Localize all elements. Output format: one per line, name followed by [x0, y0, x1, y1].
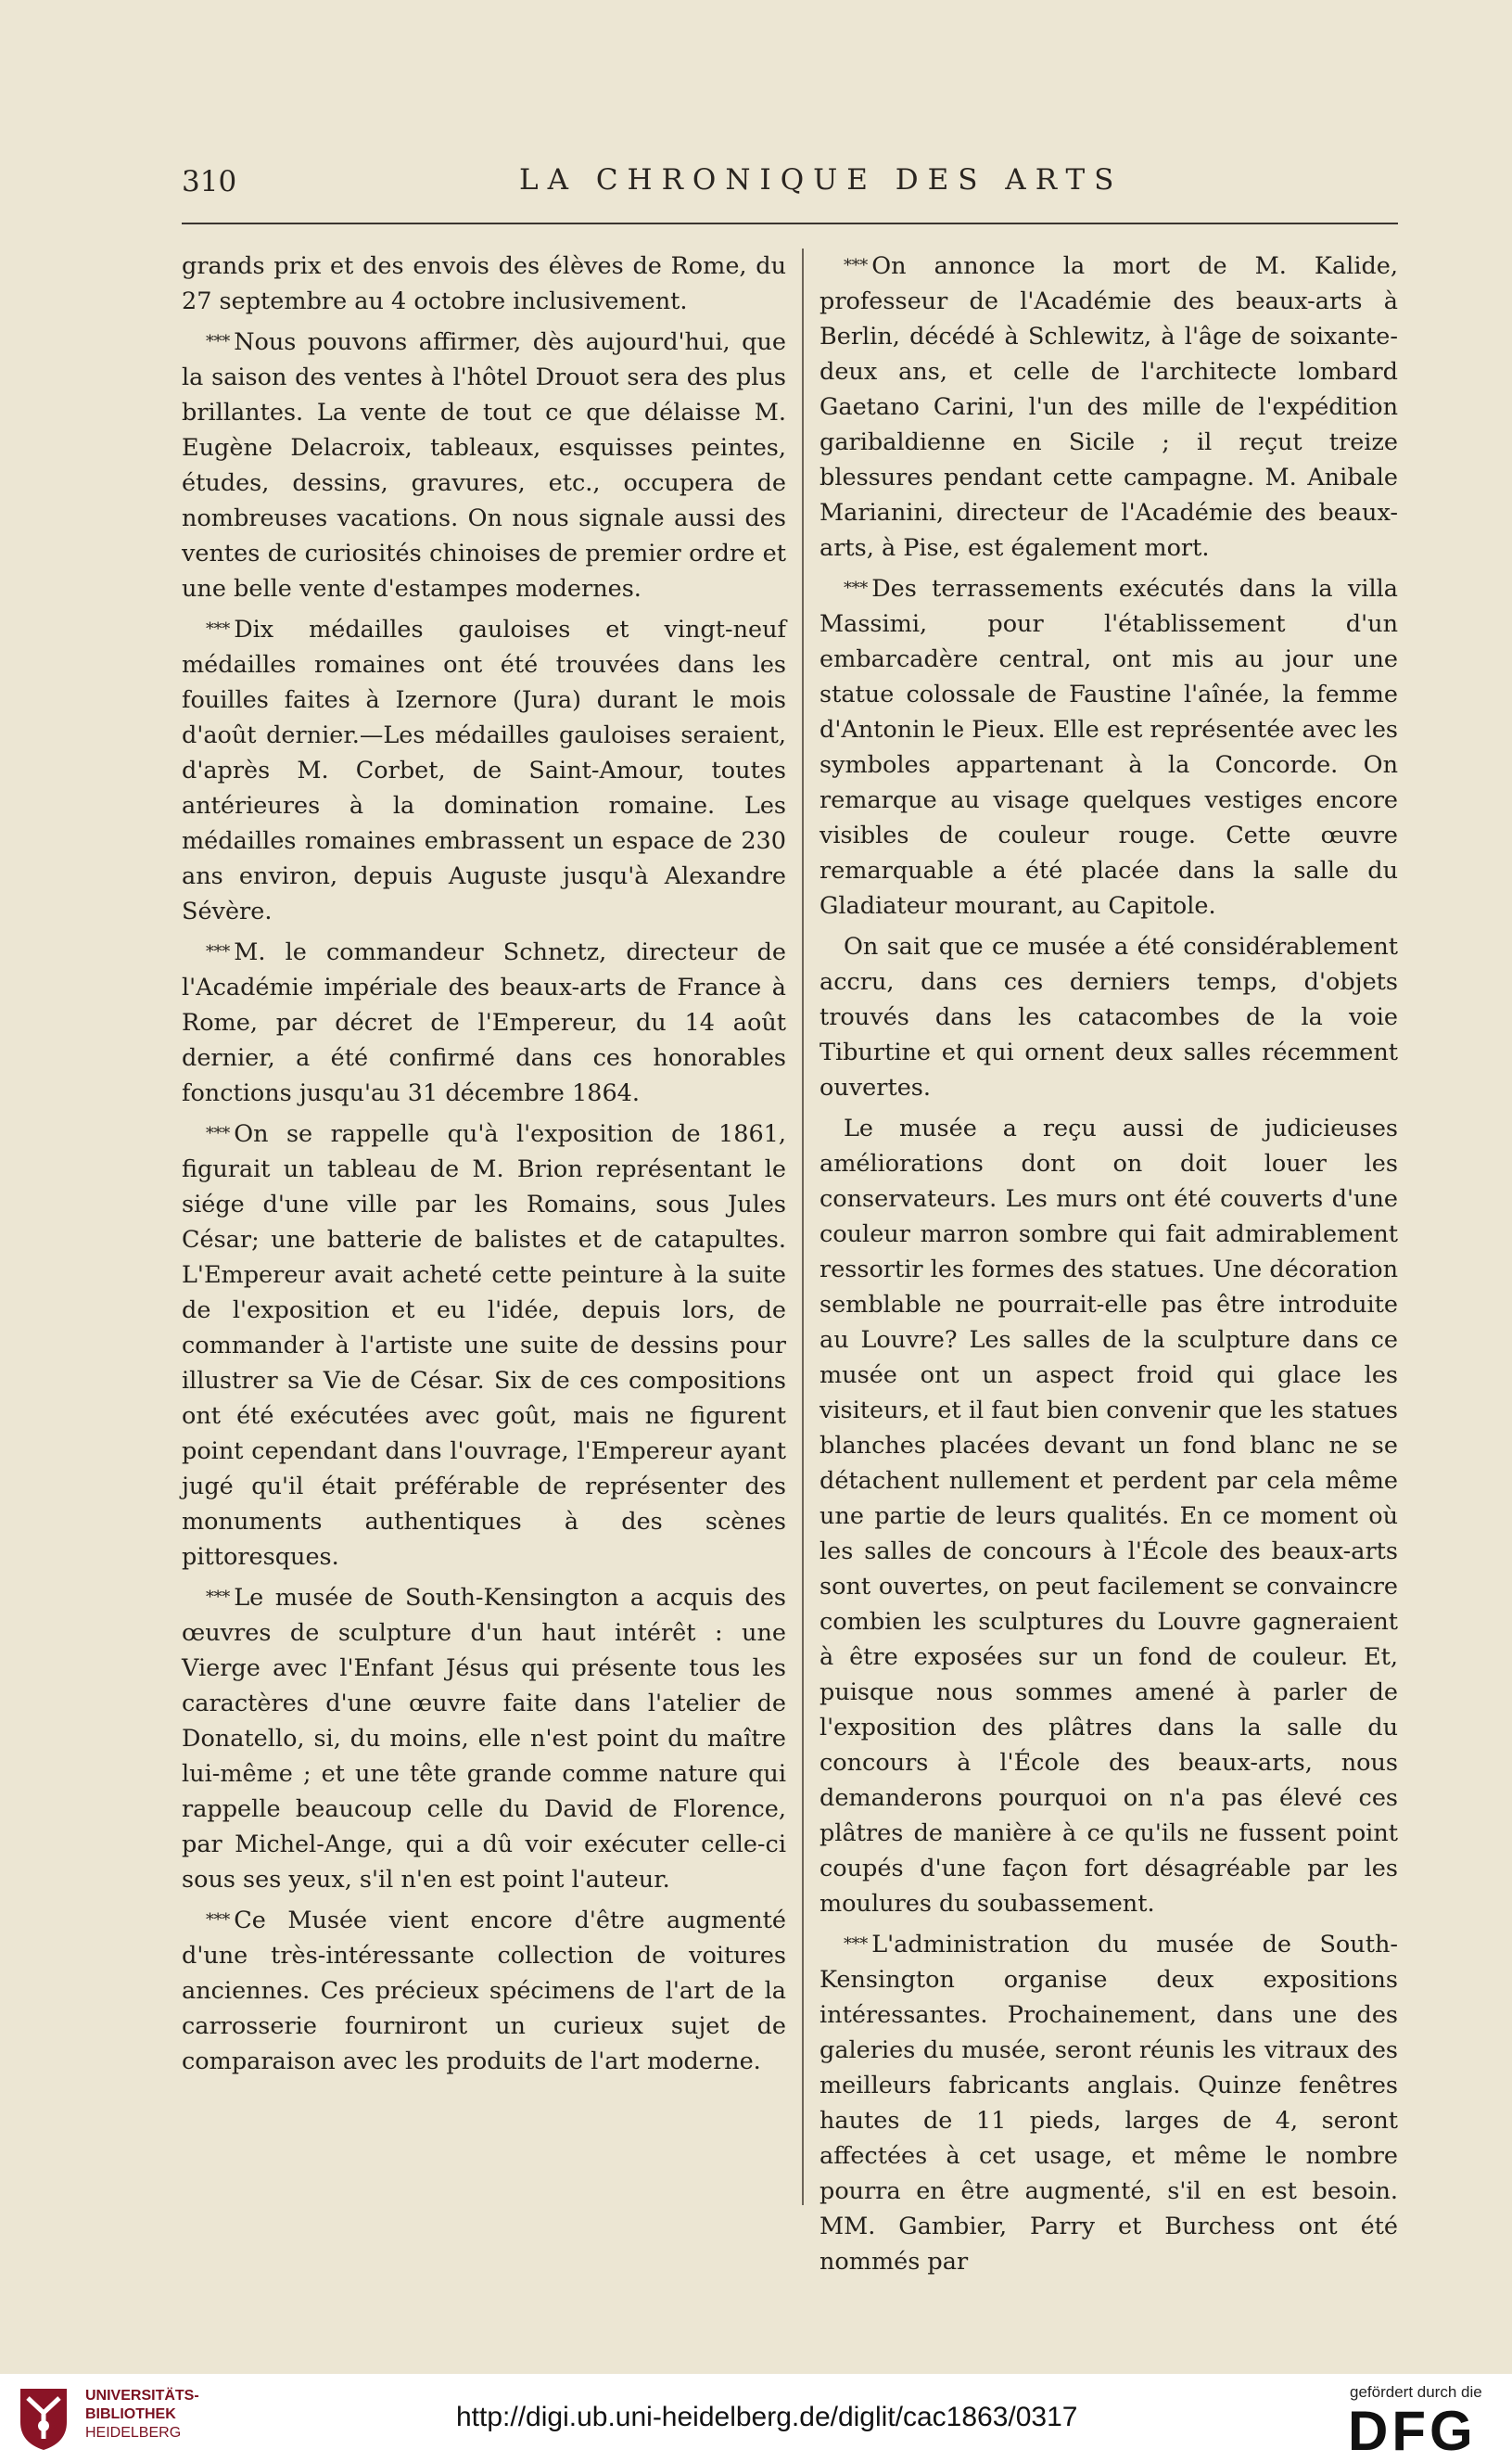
- asterism-icon: * * *: [206, 332, 229, 351]
- university-seal-icon: [13, 2385, 74, 2452]
- asterism-icon: * * *: [206, 942, 229, 962]
- paragraph: * * * L'administration du musée de South-Kensington organise deux expositions intéressantes. Prochainement, dans une des galeries du musée, seront réunis les vitraux des meilleurs fabricants anglais. Quinze fenêtres hautes de 11 pieds, larges de 4, seront affectées à cet usage, et même le nombre pourra en être augmenté, s'il en est besoin. MM. Gambier, Parry et Burchess ont été nommés par: [820, 1931, 1398, 2276]
- left-column: [182, 249, 786, 2085]
- paragraph: * * * Le musée de South-Kensington a acquis des œuvres de sculpture d'un haut intérêt : une Vierge avec l'Enfant Jésus qui présente tous les caractères d'une œuvre faite dans l'atelier de Donatello, si, du moins, elle n'est point du maître lui-même ; et une tête grande comme nature qui rappelle beaucoup celle du David de Florence, par Michel-Ange, qui a dû voir exécuter celle-ci sous ses yeux, s'il n'en est point l'auteur.: [182, 1584, 786, 1894]
- asterism-icon: * * *: [206, 1588, 229, 1607]
- asterism-icon: * * *: [206, 619, 229, 639]
- paragraph: Le musée a reçu aussi de judicieuses améliorations dont on doit louer les conservateurs. Les murs ont été couverts d'une couleur marron sombre qui fait admirablement ressortir les formes des statues. Une décoration semblable ne pourrait-elle pas être introduite au Louvre? Les salles de la sculpture dans ce musée ont un aspect froid qui glace les visiteurs, et il faut bien convenir que les statues blanches placées devant un fond blanc ne se détachent nullement et perdent par cela même une partie de leurs qualités. En ce moment où les salles de concours à l'École des beaux-arts sont ouvertes, on peut facilement se convaincre combien les sculptures du Louvre gagneraient à être exposées sur un fond de couleur. Et, puisque nous sommes amené à parler de l'exposition des plâtres dans la salle du concours à l'École des beaux-arts, nous demanderons pourquoi on n'a pas élevé ces plâtres de manière à ce qu'ils ne fussent point coupés d'une façon fort désagréable par les moulures du soubassement.: [820, 1115, 1398, 1918]
- library-name: UNIVERSITÄTS- BIBLIOTHEK HEIDELBERG: [85, 2388, 199, 2441]
- paragraph: * * * M. le commandeur Schnetz, directeur de l'Académie impériale des beaux-arts de France à Rome, par décret de l'Empereur, du 14 août dernier, a été confirmé dans ces honorables fonctions jusqu'au 31 décembre 1864.: [182, 938, 786, 1107]
- svg-text:DFG: DFG: [1348, 2400, 1477, 2456]
- paragraph: * * * Dix médailles gauloises et vingt-neuf médailles romaines ont été trouvées dans les fouilles faites à Izernore (Jura) durant le mois d'août dernier.—Les médailles gauloises seraient, d'après M. Corbet, de Saint-Amour, toutes antérieures à la domination romaine. Les médailles romaines embrassent un espace de 230 ans environ, depuis Auguste jusqu'à Alexandre Sévère.: [182, 616, 786, 925]
- paragraph: * * * On annonce la mort de M. Kalide, professeur de l'Académie des beaux-arts à Berlin, décédé à Schlewitz, à l'âge de soixante-deux ans, et celle de l'architecte lombard Gaetano Carini, l'un des mille de l'expédition garibaldienne en Sicile ; il reçut treize blessures pendant cette campagne. M. Anibale Marianini, directeur de l'Académie des beaux-arts, à Pise, est également mort.: [820, 252, 1398, 562]
- asterism-icon: * * *: [844, 1934, 867, 1954]
- funder-text: gefördert durch die: [1350, 2383, 1482, 2401]
- running-title: LA CHRONIQUE DES ARTS: [519, 163, 1124, 197]
- asterism-icon: * * *: [206, 1124, 229, 1143]
- paragraph: * * * On se rappelle qu'à l'exposition de 1861, figurait un tableau de M. Brion représentant le siége d'une ville par les Romains, sous Jules César; une batterie de balistes et de catapultes. L'Empereur avait acheté cette peinture à la suite de l'exposition et eu l'idée, depuis lors, de commander à l'artiste une suite de dessins pour illustrer sa Vie de César. Six de ces compositions ont été exécutées avec goût, mais ne figurent point cependant dans l'ouvrage, l'Empereur ayant jugé qu'il était préférable de représenter des monuments authentiques à des scènes pittoresques.: [182, 1120, 786, 1571]
- dfg-logo: [1346, 2400, 1498, 2456]
- column-divider: [802, 249, 804, 2205]
- source-url-link[interactable]: http://digi.ub.uni-heidelberg.de/diglit/cac1863/0317: [456, 2402, 1078, 2432]
- page-number: 310: [182, 165, 237, 198]
- paragraph: * * * Des terrassements exécutés dans la villa Massimi, pour l'établissement d'un embarcadère central, ont mis au jour une statue colossale de Faustine l'aînée, la femme d'Antonin le Pieux. Elle est représentée avec les symboles appartenant à la Concorde. On remarque au visage quelques vestiges encore visibles de couleur rouge. Cette œuvre remarquable a été placée dans la salle du Gladiateur mourant, au Capitole.: [820, 575, 1398, 920]
- right-column: [820, 249, 1398, 2285]
- asterism-icon: * * *: [206, 1910, 229, 1930]
- asterism-icon: * * *: [844, 579, 867, 598]
- paragraph: grands prix et des envois des élèves de Rome, du 27 septembre au 4 octobre inclusivement.: [182, 252, 786, 315]
- asterism-icon: * * *: [844, 256, 867, 275]
- header-rule: [182, 223, 1398, 224]
- paragraph: On sait que ce musée a été considérablement accru, dans ces derniers temps, d'objets trouvés dans les catacombes de la voie Tiburtine et qui ornent deux salles récemment ouvertes.: [820, 933, 1398, 1102]
- paragraph: * * * Ce Musée vient encore d'être augmenté d'une très-intéressante collection de voitures anciennes. Ces précieux spécimens de l'art de la carrosserie fourniront un curieux sujet de comparaison avec les produits de l'art moderne.: [182, 1907, 786, 2075]
- paragraph: * * * Nous pouvons affirmer, dès aujourd'hui, que la saison des ventes à l'hôtel Drouot sera des plus brillantes. La vente de tout ce que délaisse M. Eugène Delacroix, tableaux, esquisses peintes, études, dessins, gravures, etc., occupera de nombreuses vacations. On nous signale aussi des ventes de curiosités chinoises de premier ordre et une belle vente d'estampes modernes.: [182, 328, 786, 603]
